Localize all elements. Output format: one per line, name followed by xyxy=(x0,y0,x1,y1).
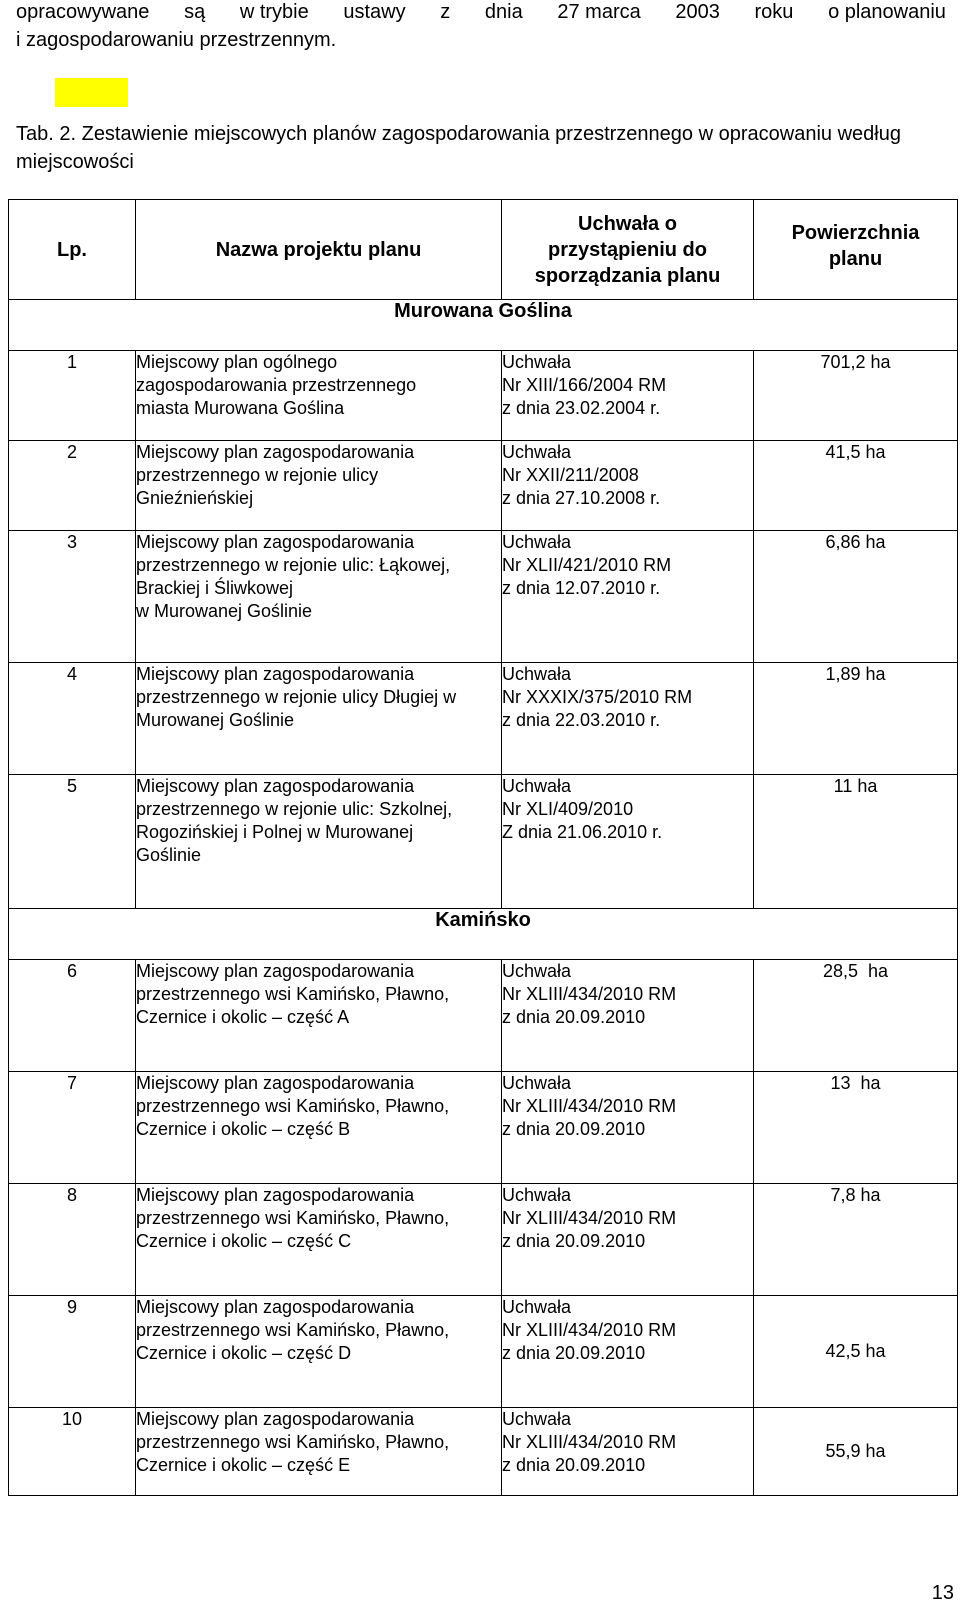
cell-text-line: Czernice i okolic – część D xyxy=(136,1343,352,1363)
cell-text-line: Nr XXXIX/375/2010 RM xyxy=(502,687,693,707)
intro-word: dnia xyxy=(484,1,523,23)
table-row xyxy=(9,531,958,663)
cell-resolution xyxy=(502,960,754,1072)
cell-number: 10 xyxy=(9,1408,136,1496)
header-number: Lp. xyxy=(9,200,136,300)
cell-plan-name xyxy=(136,960,502,1072)
cell-number: 1 xyxy=(9,351,136,441)
intro-line-1 xyxy=(16,0,946,26)
cell-text-line: Miejscowy plan zagospodarowania xyxy=(136,1297,415,1317)
cell-text-line: z dnia 22.03.2010 r. xyxy=(502,710,661,730)
intro-word: z xyxy=(440,1,451,23)
cell-plan-name xyxy=(136,1296,502,1408)
intro-word: ustawy xyxy=(343,1,406,23)
cell-text-line: w Murowanej Goślinie xyxy=(136,601,313,621)
cell-text-line: Czernice i okolic – część C xyxy=(136,1231,352,1251)
cell-text-line: Uchwała xyxy=(502,664,572,684)
cell-text-line: Miejscowy plan zagospodarowania xyxy=(136,1185,415,1205)
cell-text-line: Miejscowy plan zagospodarowania xyxy=(136,664,415,684)
cell-text-line: Czernice i okolic – część E xyxy=(136,1455,351,1475)
intro-word: roku xyxy=(754,1,794,23)
cell-text-line: Miejscowy plan zagospodarowania xyxy=(136,1073,415,1093)
cell-number: 2 xyxy=(9,441,136,531)
intro-word: są xyxy=(184,1,206,23)
cell-text-line: z dnia 23.02.2004 r. xyxy=(502,398,661,418)
cell-text-line: Nr XIII/166/2004 RM xyxy=(502,375,667,395)
cell-text-line: Nr XLIII/434/2010 RM xyxy=(502,1208,677,1228)
cell-text-line: Uchwała xyxy=(502,1073,572,1093)
cell-text-line: z dnia 12.07.2010 r. xyxy=(502,578,661,598)
cell-text-line: Uchwała xyxy=(502,1297,572,1317)
table-row xyxy=(9,1072,958,1184)
table-row xyxy=(9,960,958,1072)
cell-area: 41,5 ha xyxy=(754,441,958,531)
cell-text-line: z dnia 27.10.2008 r. xyxy=(502,488,661,508)
cell-text-line: przestrzennego w rejonie ulicy xyxy=(136,465,379,485)
cell-plan-name xyxy=(136,1408,502,1496)
cell-text-line: Miejscowy plan zagospodarowania xyxy=(136,1409,415,1429)
cell-resolution xyxy=(502,663,754,775)
section-title: Murowana Goślina xyxy=(9,300,958,351)
cell-text-line: Rogozińskiej i Polnej w Murowanej xyxy=(136,822,414,842)
cell-area: 28,5 ha xyxy=(754,960,958,1072)
cell-text-line: Miejscowy plan zagospodarowania xyxy=(136,442,415,462)
table-header-row xyxy=(9,200,958,300)
intro-word: o planowaniu xyxy=(828,1,946,23)
cell-area: 701,2 ha xyxy=(754,351,958,441)
cell-text-line: z dnia 20.09.2010 xyxy=(502,1455,646,1475)
cell-resolution xyxy=(502,531,754,663)
yellow-highlight-mark xyxy=(55,78,128,107)
cell-resolution xyxy=(502,351,754,441)
cell-text-line: z dnia 20.09.2010 xyxy=(502,1119,646,1139)
table-caption: Tab. 2. Zestawienie miejscowych planów zagospodarowania przestrzennego w opracowaniu według miejscowości xyxy=(16,123,901,173)
cell-area: 11 ha xyxy=(754,775,958,909)
cell-text-line: z dnia 20.09.2010 xyxy=(502,1007,646,1027)
cell-plan-name xyxy=(136,663,502,775)
cell-text-line: Miejscowy plan zagospodarowania xyxy=(136,532,415,552)
cell-text-line: przestrzennego wsi Kamińsko, Pławno, xyxy=(136,984,450,1004)
cell-text-line: przestrzennego w rejonie ulic: Szkolnej, xyxy=(136,799,453,819)
intro-line-2: i zagospodarowaniu przestrzennym. xyxy=(16,29,337,51)
table-row xyxy=(9,663,958,775)
cell-number: 8 xyxy=(9,1184,136,1296)
cell-text-line: Miejscowy plan zagospodarowania xyxy=(136,776,415,796)
intro-word: 2003 xyxy=(675,1,720,23)
cell-text-line: Czernice i okolic – część A xyxy=(136,1007,350,1027)
cell-plan-name xyxy=(136,441,502,531)
cell-text-line: Czernice i okolic – część B xyxy=(136,1119,351,1139)
cell-text-line: Gnieźnieńskiej xyxy=(136,488,254,508)
cell-number: 9 xyxy=(9,1296,136,1408)
cell-area: 13 ha xyxy=(754,1072,958,1184)
cell-text-line: przestrzennego wsi Kamińsko, Pławno, xyxy=(136,1320,450,1340)
cell-number: 7 xyxy=(9,1072,136,1184)
cell-number: 4 xyxy=(9,663,136,775)
header-line: Uchwała o xyxy=(578,212,677,235)
section-header-row xyxy=(9,300,958,351)
cell-text-line: Nr XLIII/434/2010 RM xyxy=(502,1432,677,1452)
cell-number: 3 xyxy=(9,531,136,663)
intro-word: opracowywane xyxy=(16,1,150,23)
cell-resolution xyxy=(502,1408,754,1496)
cell-area: 55,9 ha xyxy=(754,1408,958,1496)
cell-plan-name xyxy=(136,531,502,663)
cell-text-line: Nr XLIII/434/2010 RM xyxy=(502,1096,677,1116)
cell-text-line: Nr XLIII/434/2010 RM xyxy=(502,1320,677,1340)
header-line: planu xyxy=(828,248,883,270)
header-line: Powierzchnia xyxy=(791,222,920,244)
cell-text-line: Uchwała xyxy=(502,532,572,552)
cell-resolution xyxy=(502,441,754,531)
intro-paragraph xyxy=(16,0,946,54)
table-row xyxy=(9,441,958,531)
cell-text-line: Uchwała xyxy=(502,776,572,796)
page-number: 13 xyxy=(931,1582,954,1604)
cell-area: 6,86 ha xyxy=(754,531,958,663)
cell-text-line: Uchwała xyxy=(502,352,572,372)
cell-text-line: Murowanej Goślinie xyxy=(136,710,295,730)
cell-text-line: Uchwała xyxy=(502,1185,572,1205)
section-title: Kamińsko xyxy=(9,909,958,960)
cell-plan-name xyxy=(136,775,502,909)
table-row xyxy=(9,1184,958,1296)
cell-resolution xyxy=(502,1184,754,1296)
cell-text-line: przestrzennego w rejonie ulicy Długiej w xyxy=(136,687,457,707)
cell-text-line: Uchwała xyxy=(502,961,572,981)
cell-text-line: Nr XLII/421/2010 RM xyxy=(502,555,672,575)
table-row xyxy=(9,775,958,909)
cell-plan-name xyxy=(136,1072,502,1184)
cell-text-line: Nr XLIII/434/2010 RM xyxy=(502,984,677,1004)
cell-text-line: Brackiej i Śliwkowej xyxy=(136,578,294,598)
table-row xyxy=(9,351,958,441)
section-header-row xyxy=(9,909,958,960)
cell-text-line: przestrzennego w rejonie ulic: Łąkowej, xyxy=(136,555,451,575)
cell-text-line: miasta Murowana Goślina xyxy=(136,398,345,418)
cell-text-line: Miejscowy plan zagospodarowania xyxy=(136,961,415,981)
cell-text-line: z dnia 20.09.2010 xyxy=(502,1343,646,1363)
cell-resolution xyxy=(502,775,754,909)
cell-text-line: przestrzennego wsi Kamińsko, Pławno, xyxy=(136,1432,450,1452)
table-row xyxy=(9,1296,958,1408)
plans-table xyxy=(8,199,958,1496)
cell-text-line: Nr XXII/211/2008 xyxy=(502,465,639,485)
header-line: sporządzania planu xyxy=(534,264,721,287)
header-area xyxy=(754,200,958,300)
cell-text-line: Nr XLI/409/2010 xyxy=(502,799,634,819)
cell-plan-name xyxy=(136,1184,502,1296)
cell-text-line: Goślinie xyxy=(136,845,202,865)
cell-area: 1,89 ha xyxy=(754,663,958,775)
cell-area: 7,8 ha xyxy=(754,1184,958,1296)
intro-word: w trybie xyxy=(239,1,309,23)
header-line: przystąpieniu do xyxy=(548,238,707,261)
cell-plan-name xyxy=(136,351,502,441)
header-plan-name: Nazwa projektu planu xyxy=(136,200,502,300)
cell-text-line: z dnia 20.09.2010 xyxy=(502,1231,646,1251)
cell-text-line: przestrzennego wsi Kamińsko, Pławno, xyxy=(136,1208,450,1228)
cell-number: 5 xyxy=(9,775,136,909)
cell-text-line: przestrzennego wsi Kamińsko, Pławno, xyxy=(136,1096,450,1116)
cell-text-line: Uchwała xyxy=(502,1409,572,1429)
cell-text-line: Miejscowy plan ogólnego xyxy=(136,352,338,372)
header-resolution xyxy=(502,200,754,300)
cell-text-line: Z dnia 21.06.2010 r. xyxy=(502,822,663,842)
cell-resolution xyxy=(502,1296,754,1408)
table-row xyxy=(9,1408,958,1496)
cell-area: 42,5 ha xyxy=(754,1296,958,1408)
intro-word: 27 marca xyxy=(557,1,641,23)
cell-number: 6 xyxy=(9,960,136,1072)
cell-text-line: zagospodarowania przestrzennego xyxy=(136,375,417,395)
cell-text-line: Uchwała xyxy=(502,442,572,462)
cell-resolution xyxy=(502,1072,754,1184)
